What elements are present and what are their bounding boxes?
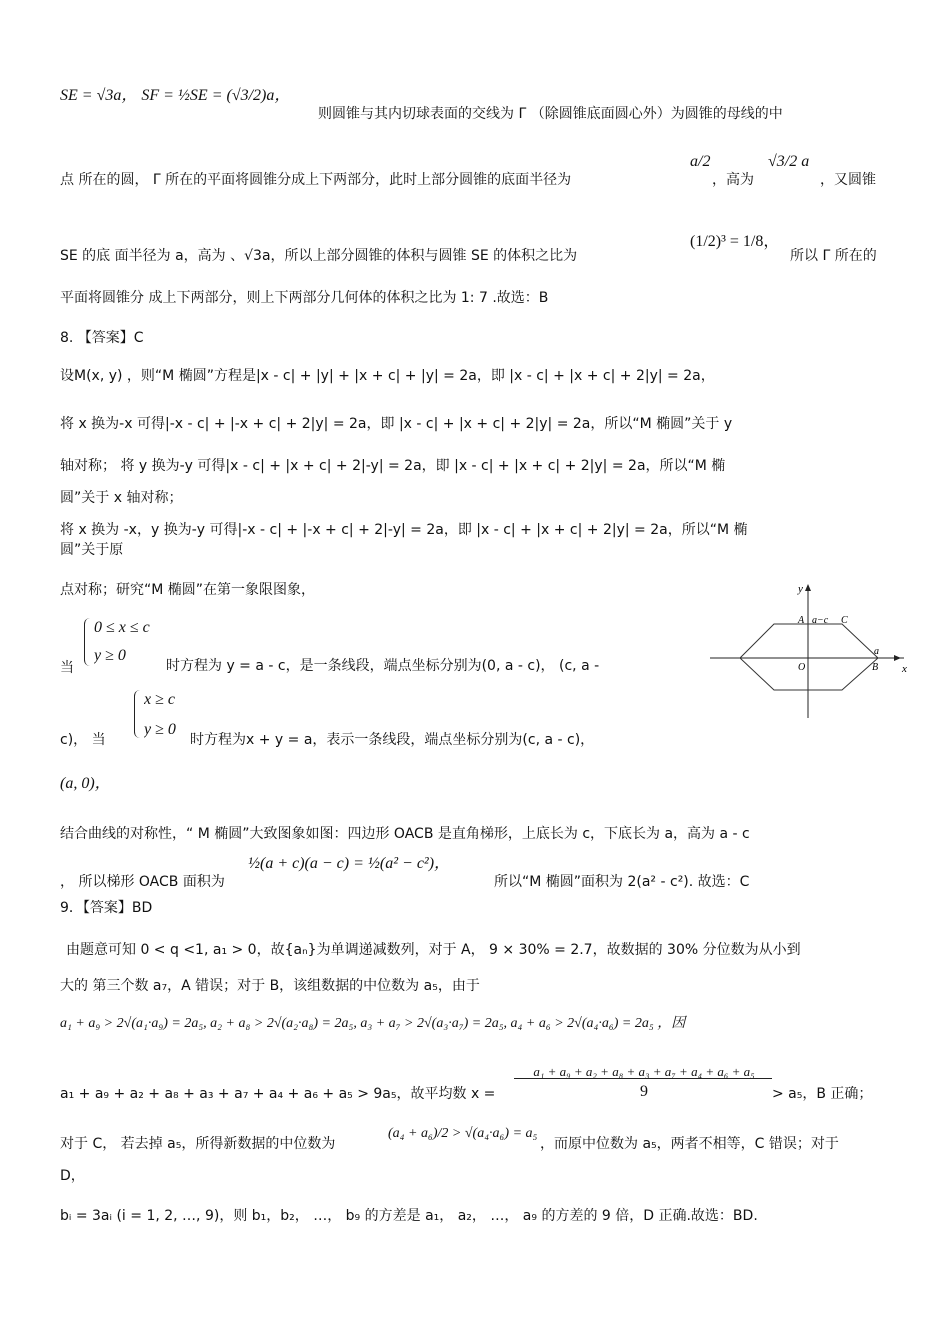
p8-line9-end: 所以“M 椭圆”面积为 2(a² - c²). 故选：C	[494, 874, 750, 890]
p7-line4-text: 平面将圆锥分 成上下两部分，则上下两部分几何体的体积之比为 1: 7 .故选：B	[60, 290, 549, 306]
point-a-label: A	[798, 615, 805, 626]
y-axis-arrow	[805, 584, 811, 591]
p8-case1-cond1: 0 ≤ x ≤ c	[94, 619, 150, 636]
p8-line4: 圆”关于 x 轴对称；	[60, 490, 183, 506]
x-axis-label: x	[902, 663, 907, 675]
p8-header: 8. 【答案】C	[60, 330, 144, 346]
p9-median-formula: (a₄ + a₆)/2 > √(a₄·a₆) = a₅	[388, 1126, 538, 1141]
p8-case1-cond2: y ≥ 0	[94, 647, 126, 664]
p7-line3-end: 所以 Γ 所在的	[790, 248, 877, 264]
p8-line9-pre: ， 所以梯形 OACB 面积为	[60, 874, 225, 890]
p7-line1-text: 则圆锥与其内切球表面的交线为 Γ （除圆锥底面圆心外）为圆锥的母线的中	[318, 106, 783, 122]
point-c-label: C	[841, 615, 848, 626]
p9-line5-pre: 对于 C， 若去掉 a₅，所得新数据的中位数为	[60, 1136, 336, 1152]
top-edge-label: a−c	[812, 615, 829, 626]
p8-case2-cond1: x ≥ c	[144, 691, 175, 708]
y-axis-label: y	[798, 583, 803, 595]
p9-line4-pre: a₁ + a₉ + a₂ + a₈ + a₃ + a₇ + a₄ + a₆ + a₅ > 9a₅，故平均数 x =	[60, 1086, 496, 1102]
p7-line2-end: ，又圆锥	[820, 172, 876, 188]
p7-frac-a-over-2: a/2	[690, 153, 711, 170]
p9-line5-end: ，而原中位数为 a₅，两者不相等，C 错误；对于	[540, 1136, 839, 1152]
p8-case1-brace	[84, 618, 93, 666]
p8-line7: 点对称；研究“M 椭圆”在第一象限图象，	[60, 582, 316, 598]
p9-line3: a₁ + a₉ > 2√(a₁·a₉) = 2a₅, a₂ + a₈ > 2√(a₂·a₈) = 2a₅, a₃ + a₇ > 2√(a₃·a₇) = 2a₅, a₄ + a₆ > 2√(a₄·a₆) = 2a₅ ，因	[60, 1016, 686, 1031]
p9-avg-numerator: a₁ + a₉ + a₂ + a₈ + a₃ + a₇ + a₄ + a₆ + a₅	[533, 1064, 755, 1079]
m-ellipse-figure	[706, 580, 910, 720]
p9-header: 9．【答案】BD	[60, 900, 153, 916]
p9-line7: bᵢ = 3aᵢ (i = 1, 2, …, 9)，则 b₁，b₂， …， b₉ 的方差是 a₁， a₂， …， a₉ 的方差的 9 倍，D 正确.故选：BD.	[60, 1208, 758, 1224]
p8-line1: 设M(x, y) ，则“M 椭圆”方程是|x - c| + |y| + |x + c| + |y| = 2a，即 |x - c| + |x + c| + 2|y| = 2a，	[60, 368, 715, 384]
point-b-label: B	[872, 662, 879, 673]
p9-line2: 大的 第三个数 a₇，A 错误；对于 B，该组数据的中位数为 a₅，由于	[60, 978, 480, 994]
p9-line1: 由题意可知 0 < q <1, a₁ > 0，故{aₙ}为单调递减数列，对于 A， 9 × 30% = 2.7，故数据的 30% 分位数为从小到	[66, 942, 801, 958]
hexagon-curve	[740, 624, 878, 690]
p7-frac-sqrt3-over-2: √3/2 a	[768, 153, 810, 170]
p8-line2: 将 x 换为-x 可得|-x - c| + |-x + c| + 2|y| = 2a，即 |x - c| + |x + c| + 2|y| = 2a，所以“M 椭圆”关于 y	[60, 416, 733, 432]
p8-case2-text: 时方程为x + y = a，表示一条线段，端点坐标分别为(c, a - c)，	[190, 732, 595, 748]
p7-line2-text: 点 所在的圆， Γ 所在的平面将圆锥分成上下两部分，此时上部分圆锥的底面半径为	[60, 172, 572, 188]
p9-avg-denominator: 9	[640, 1083, 648, 1100]
p8-area-formula: ½(a + c)(a − c) = ½(a² − c²)，	[248, 855, 451, 872]
p8-line3: 轴对称； 将 y 换为-y 可得|x - c| + |x + c| + 2|-y| = 2a，即 |x - c| + |x + c| + 2|y| = 2a，所以“M 椭	[60, 458, 726, 474]
p9-avg-fraction-bar	[514, 1078, 772, 1079]
p9-line4-end: > a₅，B 正确；	[772, 1086, 873, 1102]
origin-label: O	[798, 662, 806, 673]
p8-case2-cond2: y ≥ 0	[144, 721, 176, 738]
p8-line6: 圆”关于原	[60, 542, 124, 558]
a-label: a	[874, 646, 879, 657]
p8-case1-when: 当	[60, 660, 74, 676]
p8-line8: 结合曲线的对称性，“ M 椭圆”大致图象如图：四边形 OACB 是直角梯形，上底长为 c，下底长为 a，高为 a - c	[60, 826, 750, 842]
p8-line5: 将 x 换为 -x，y 换为-y 可得|-x - c| + |-x + c| + 2|-y| = 2a，即 |x - c| + |x + c| + 2|y| = 2a，所以“M 椭	[60, 522, 748, 538]
p7-ratio-formula: (1/2)³ = 1/8，	[690, 233, 780, 250]
p7-line3-text: SE 的底 面半径为 a，高为 、√3a，所以上部分圆锥的体积与圆锥 SE 的体积之比为	[60, 248, 578, 264]
p8-case2-brace	[134, 690, 143, 738]
p7-formula-se-sf: SE = √3a， SF = ½SE = (√3/2)a，	[60, 87, 291, 104]
p8-case2-end: (a, 0)，	[60, 775, 111, 792]
p8-case2-pre: c)， 当	[60, 732, 106, 748]
p8-case1-text: 时方程为 y = a - c，是一条线段，端点坐标分别为(0, a - c)， (c, a -	[166, 658, 600, 674]
p7-line2-mid: ，高为	[712, 172, 754, 188]
x-axis-arrow	[894, 655, 901, 661]
p9-line6: D，	[60, 1168, 85, 1184]
